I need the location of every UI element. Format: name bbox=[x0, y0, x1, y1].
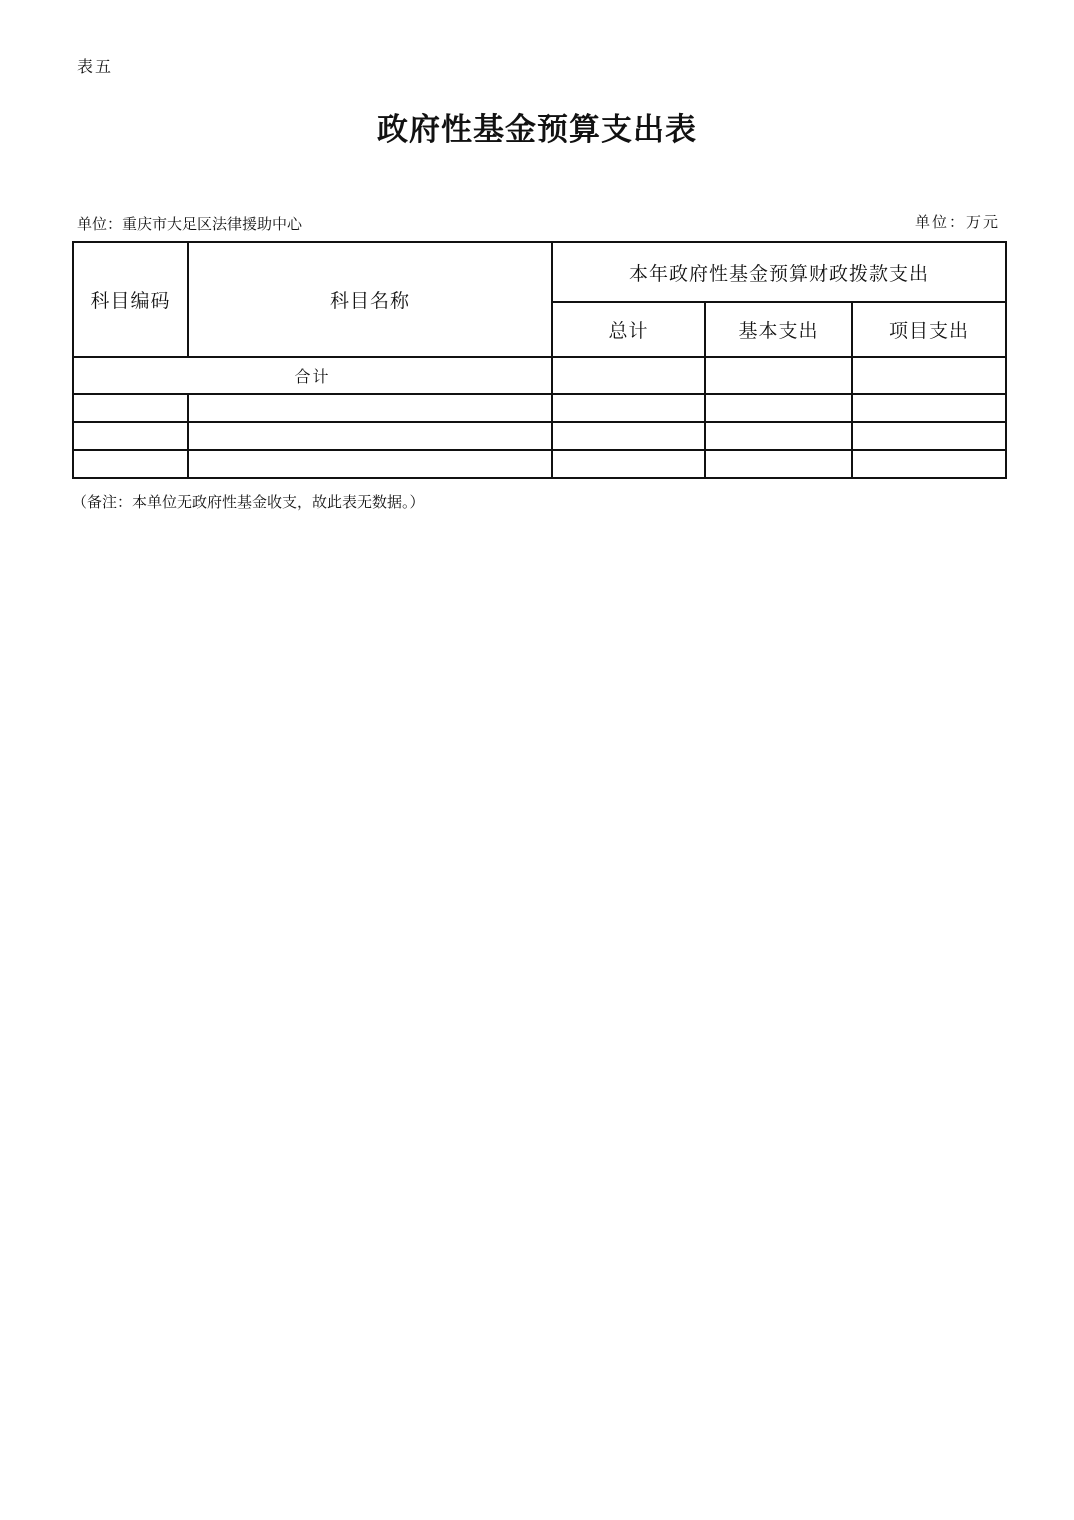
unit-organization: 单位：重庆市大足区法律援助中心 bbox=[77, 215, 303, 233]
cell-project bbox=[852, 422, 1006, 450]
header-basic-expenditure: 基本支出 bbox=[705, 302, 852, 357]
header-appropriation-group: 本年政府性基金预算财政拨款支出 bbox=[552, 242, 1006, 302]
cell-total bbox=[552, 450, 705, 478]
cell-name bbox=[188, 450, 552, 478]
cell-name bbox=[188, 394, 552, 422]
cell-basic bbox=[705, 450, 852, 478]
table-row bbox=[73, 422, 1006, 450]
cell-project bbox=[852, 394, 1006, 422]
total-row-project bbox=[852, 357, 1006, 394]
cell-basic bbox=[705, 422, 852, 450]
header-subject-code: 科目编码 bbox=[73, 242, 188, 357]
cell-basic bbox=[705, 394, 852, 422]
header-subject-name: 科目名称 bbox=[188, 242, 552, 357]
header-project-expenditure: 项目支出 bbox=[852, 302, 1006, 357]
unit-currency: 单位：万元 bbox=[914, 213, 1000, 231]
cell-project bbox=[852, 450, 1006, 478]
table-row bbox=[73, 394, 1006, 422]
cell-code bbox=[73, 450, 188, 478]
cell-code bbox=[73, 422, 188, 450]
cell-code bbox=[73, 394, 188, 422]
header-row-1 bbox=[73, 242, 1006, 302]
cell-total bbox=[552, 394, 705, 422]
total-row-total bbox=[552, 357, 705, 394]
total-row-basic bbox=[705, 357, 852, 394]
budget-table bbox=[72, 241, 1007, 479]
total-row bbox=[73, 357, 1006, 394]
remark-note: （备注：本单位无政府性基金收支，故此表无数据。） bbox=[72, 493, 425, 511]
table-number: 表五 bbox=[77, 57, 114, 76]
table-row bbox=[73, 450, 1006, 478]
total-row-label: 合计 bbox=[73, 357, 552, 394]
header-total: 总计 bbox=[552, 302, 705, 357]
cell-name bbox=[188, 422, 552, 450]
page-title: 政府性基金预算支出表 bbox=[377, 112, 697, 148]
cell-total bbox=[552, 422, 705, 450]
